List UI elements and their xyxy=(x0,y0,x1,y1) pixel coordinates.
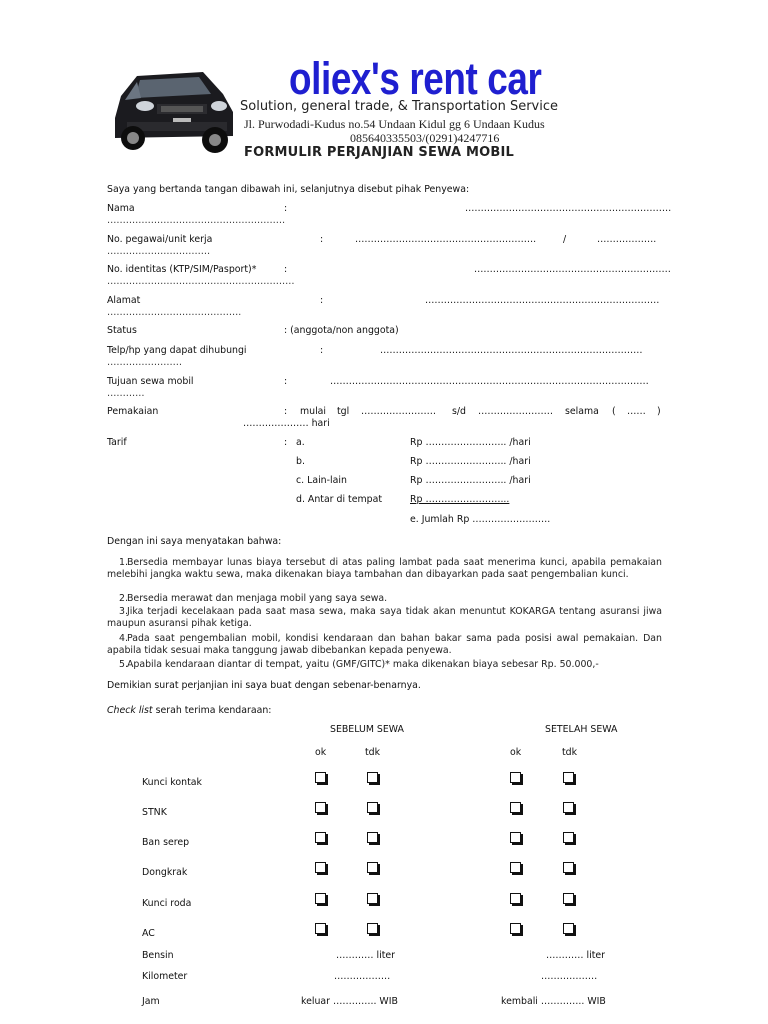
slash: / xyxy=(563,234,567,245)
checkbox-before-tdk[interactable] xyxy=(367,832,378,843)
field-colon: : xyxy=(284,437,288,448)
field-colon: : xyxy=(284,203,288,214)
bensin-label: Bensin xyxy=(142,950,174,961)
checklist-item-label: AC xyxy=(142,928,155,939)
field-label-nama: Nama xyxy=(107,203,135,214)
kilometer-before[interactable]: ……………… xyxy=(334,971,391,982)
checkbox-before-ok[interactable] xyxy=(315,832,326,843)
field-colon: : xyxy=(320,295,324,306)
intro-text: Saya yang bertanda tangan dibawah ini, selanjutnya disebut pihak Penyewa: xyxy=(107,184,470,195)
fill-line-tujuan[interactable]: ………………………………………………………………………………………… xyxy=(330,376,649,387)
header-after: SETELAH SEWA xyxy=(545,724,618,735)
company-address: Jl. Purwodadi-Kudus no.54 Undaan Kidul gg 6 Undaan Kudus xyxy=(244,117,545,131)
jam-label: Jam xyxy=(142,996,160,1007)
tarif-item-price[interactable]: Rp …………………….. /hari xyxy=(410,475,531,486)
checklist-item-label: Kunci kontak xyxy=(142,777,202,788)
checkbox-before-ok[interactable] xyxy=(315,802,326,813)
checkbox-after-ok[interactable] xyxy=(510,772,521,783)
statement-number: 4. xyxy=(119,633,128,644)
field-colon: : xyxy=(284,264,288,275)
tarif-total[interactable]: e. Jumlah Rp ……………………. xyxy=(410,514,551,525)
checkbox-after-ok[interactable] xyxy=(510,923,521,934)
fill-line-telp-cont[interactable]: …………………… xyxy=(107,357,182,368)
checkbox-after-tdk[interactable] xyxy=(563,772,574,783)
fill-line-pegawai[interactable]: …………………………………………………. xyxy=(355,234,537,245)
form-title: FORMULIR PERJANJIAN SEWA MOBIL xyxy=(244,145,515,160)
field-label-tujuan: Tujuan sewa mobil xyxy=(107,376,194,387)
tarif-item-label: a. xyxy=(296,437,305,448)
field-colon: : xyxy=(284,376,288,387)
label-tgl: tgl xyxy=(337,406,350,417)
statement-item xyxy=(107,593,662,605)
tarif-item-label: b. xyxy=(296,456,305,467)
tarif-item-label: c. Lain-lain xyxy=(296,475,347,486)
checkbox-after-tdk[interactable] xyxy=(563,802,574,813)
fill-line-nama-cont[interactable]: ………………………………………………… xyxy=(107,215,286,226)
fill-line-nama[interactable]: ………………………………………………………… xyxy=(465,203,672,214)
checkbox-after-ok[interactable] xyxy=(510,802,521,813)
tarif-item-price[interactable]: Rp …………………….. /hari xyxy=(410,456,531,467)
statement-text: Apabila kendaraan diantar di tempat, yaitu (GMF/GITC)* maka dikenakan biaya sebesar Rp. 50.000,- xyxy=(127,659,599,670)
checkbox-after-tdk[interactable] xyxy=(563,832,574,843)
jam-before[interactable]: keluar ………….. WIB xyxy=(301,996,398,1007)
col-tdk-before: tdk xyxy=(365,747,381,758)
field-label-identitas: No. identitas (KTP/SIM/Pasport)* xyxy=(107,264,257,275)
fill-line-pegawai-cont[interactable]: …………………………… xyxy=(107,246,211,257)
checkbox-after-tdk[interactable] xyxy=(563,862,574,873)
brand-name: oliex's rent car xyxy=(289,53,542,104)
field-label-status: Status xyxy=(107,325,137,336)
statement-number: 2. xyxy=(119,593,128,604)
paren-open: ( xyxy=(612,406,616,417)
label-selama: selama xyxy=(565,406,599,417)
checklist-item-label: Ban serep xyxy=(142,837,190,848)
fill-line-days[interactable]: ………………… hari xyxy=(243,418,330,429)
label-sd: s/d xyxy=(452,406,466,417)
field-colon: : xyxy=(320,234,324,245)
checkbox-before-tdk[interactable] xyxy=(367,893,378,904)
checkbox-before-tdk[interactable] xyxy=(367,923,378,934)
fill-line-unit[interactable]: ………………. xyxy=(597,234,657,245)
checklist-item-label: STNK xyxy=(142,807,167,818)
label-mulai: mulai xyxy=(300,406,327,417)
checkbox-before-ok[interactable] xyxy=(315,923,326,934)
field-label-alamat: Alamat xyxy=(107,295,141,306)
statement-intro: Dengan ini saya menyatakan bahwa: xyxy=(107,536,282,547)
checkbox-before-tdk[interactable] xyxy=(367,772,378,783)
fill-line-telp[interactable]: ………………………………………………………………………… xyxy=(380,345,643,356)
checkbox-before-tdk[interactable] xyxy=(367,802,378,813)
field-label-telp: Telp/hp yang dapat dihubungi xyxy=(107,345,247,356)
kilometer-label: Kilometer xyxy=(142,971,188,982)
status-options[interactable]: : (anggota/non anggota) xyxy=(284,325,399,336)
jam-after[interactable]: kembali ………….. WIB xyxy=(501,996,606,1007)
bensin-before[interactable]: ………… liter xyxy=(336,950,395,961)
checkbox-after-ok[interactable] xyxy=(510,862,521,873)
checkbox-after-ok[interactable] xyxy=(510,832,521,843)
field-colon: : xyxy=(284,406,288,417)
checklist-item-label: Kunci roda xyxy=(142,898,192,909)
statement-text: Bersedia membayar lunas biaya tersebut di atas paling lambat pada saat menerima kunci, apabila pemakaian melebihi jangka waktu sewa, maka dikenakan biaya tambahan dan dibayarkan pada saat pengembalian kunci. xyxy=(107,557,662,580)
kilometer-after[interactable]: ……………… xyxy=(541,971,598,982)
tagline: Solution, general trade, & Transportation Service xyxy=(240,99,559,114)
bensin-after[interactable]: ………… liter xyxy=(546,950,605,961)
header-before: SEBELUM SEWA xyxy=(330,724,404,735)
closing-text: Demikian surat perjanjian ini saya buat dengan sebenar-benarnya. xyxy=(107,680,421,691)
tarif-item-price[interactable]: Rp ……………………... xyxy=(410,494,510,505)
fill-line-tujuan-cont[interactable]: ………… xyxy=(107,388,145,399)
checkbox-before-ok[interactable] xyxy=(315,862,326,873)
field-label-pegawai: No. pegawai/unit kerja xyxy=(107,234,213,245)
field-label-pemakaian: Pemakaian xyxy=(107,406,159,417)
fill-line-identitas-cont[interactable]: …………………………………………………… xyxy=(107,276,295,287)
checkbox-before-tdk[interactable] xyxy=(367,862,378,873)
col-ok-after: ok xyxy=(510,747,522,758)
paren-close: ) xyxy=(657,406,661,417)
statement-item xyxy=(107,606,662,630)
fill-line-start-date[interactable]: …………………… xyxy=(361,406,436,417)
car-photo xyxy=(107,56,241,157)
statement-number: 3. xyxy=(119,606,128,617)
company-phone: 085640335503/(0291)4247716 xyxy=(350,131,500,145)
field-colon: : xyxy=(320,345,324,356)
field-label-tarif: Tarif xyxy=(107,437,127,448)
fill-line-identitas[interactable]: ……………………………………………………… xyxy=(474,264,671,275)
checkbox-before-ok[interactable] xyxy=(315,893,326,904)
statement-item xyxy=(107,557,662,581)
fill-line-alamat-cont[interactable]: ……………………………………. xyxy=(107,307,242,318)
col-ok-before: ok xyxy=(315,747,327,758)
checklist-item-label: Dongkrak xyxy=(142,867,188,878)
checkbox-after-tdk[interactable] xyxy=(563,893,574,904)
checkbox-after-ok[interactable] xyxy=(510,893,521,904)
statement-number: 5. xyxy=(119,659,128,670)
tarif-item-price[interactable]: Rp …………………….. /hari xyxy=(410,437,531,448)
statement-number: 1. xyxy=(119,557,128,568)
tarif-item-label: d. Antar di tempat xyxy=(296,494,383,505)
statement-item xyxy=(107,659,662,671)
fill-line-duration[interactable]: …… xyxy=(627,406,646,417)
fill-line-end-date[interactable]: …………………… xyxy=(478,406,553,417)
checkbox-after-tdk[interactable] xyxy=(563,923,574,934)
col-tdk-after: tdk xyxy=(562,747,578,758)
statement-text: Bersedia merawat dan menjaga mobil yang saya sewa. xyxy=(127,593,388,604)
checklist-title-rest: serah terima kendaraan: xyxy=(152,705,272,716)
statement-text: Jika terjadi kecelakaan pada saat masa sewa, maka saya tidak akan menuntut KOKARGA tentang asuransi jiwa maupun asuransi pihak ketiga. xyxy=(107,606,662,629)
statement-item xyxy=(107,633,662,657)
checkbox-before-ok[interactable] xyxy=(315,772,326,783)
statement-text: Pada saat pengembalian mobil, kondisi kendaraan dan bahan bakar sama pada posisi awal pemakaian. Dan apabila tidak sesuai maka tanggung jawab dibebankan kepada penyewa. xyxy=(107,633,662,656)
checklist-title-em: Check list xyxy=(107,705,153,716)
fill-line-alamat[interactable]: ………………………………………………………………… xyxy=(425,295,660,306)
checklist-title xyxy=(107,705,271,716)
